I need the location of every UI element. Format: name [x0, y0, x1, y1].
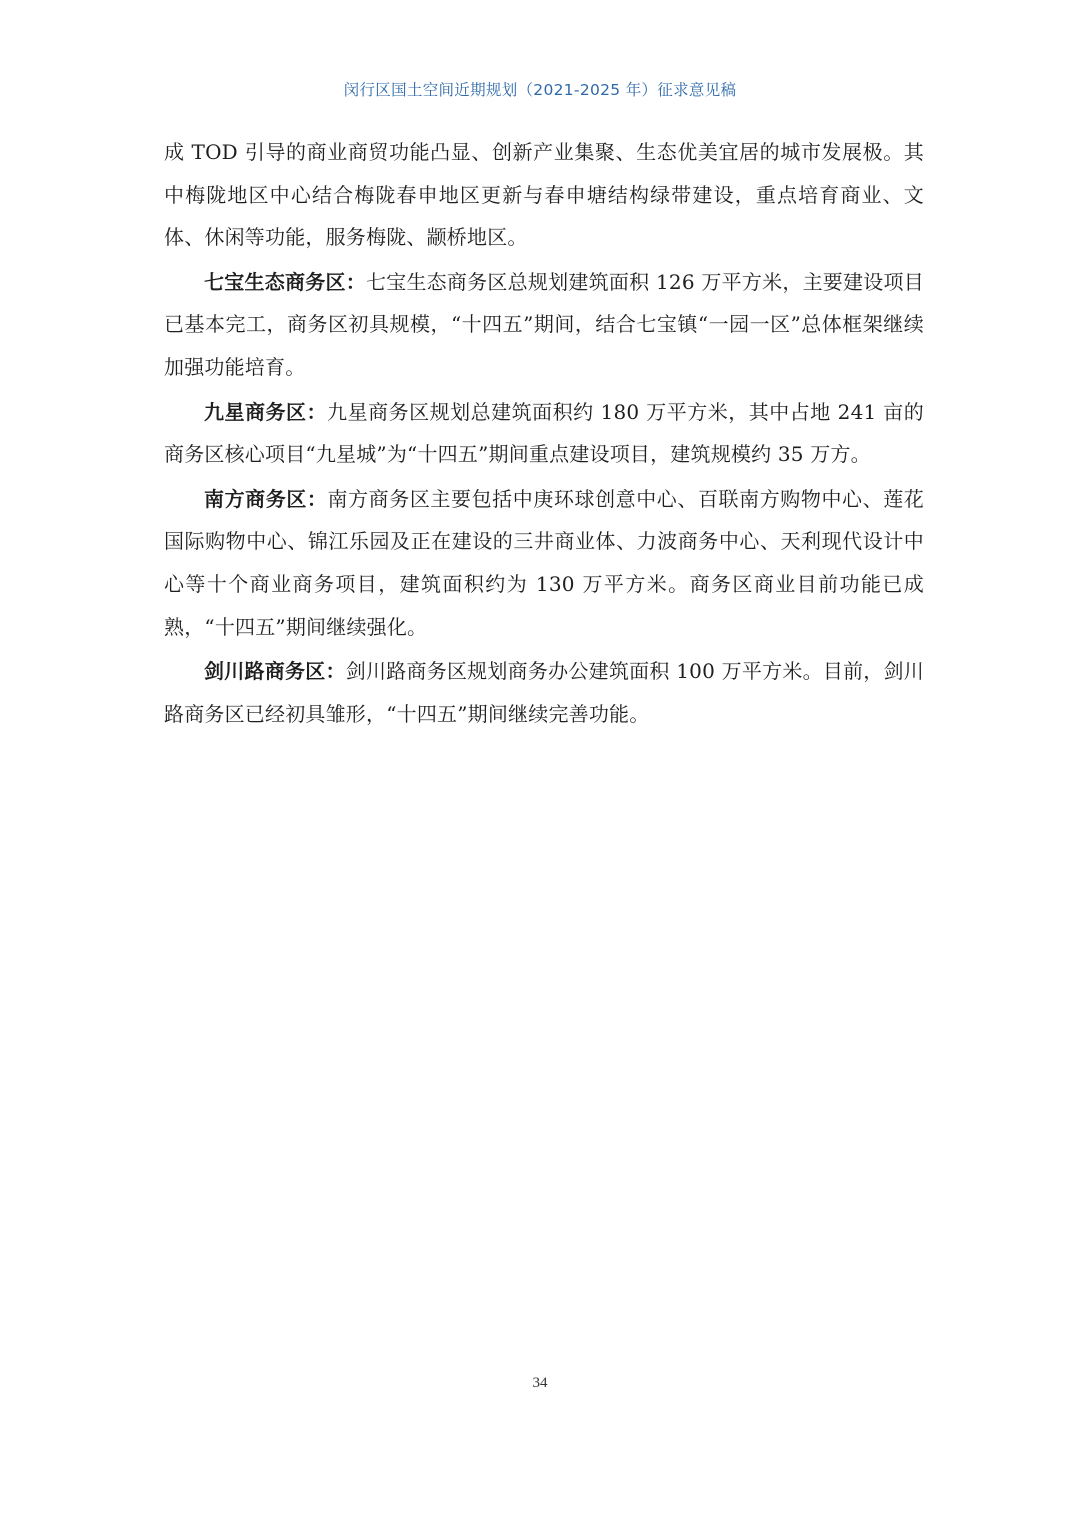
- paragraph-text: 七宝生态商务区总规划建筑面积 126 万平方米，主要建设项目已基本完工，商务区初具规模，“十四五”期间，结合七宝镇“一园一区”总体框架继续加强功能培育。: [164, 269, 924, 379]
- document-body: [164, 131, 924, 737]
- page-number: 34: [532, 1375, 548, 1391]
- paragraph-meilong: [164, 131, 924, 259]
- paragraph-text: 南方商务区主要包括中庚环球创意中心、百联南方购物中心、莲花国际购物中心、锦江乐园及正在建设的三井商业体、力波商务中心、天利现代设计中心等十个商业商务项目，建筑面积约为 130 万平方米。商务区商业目前功能已成熟，“十四五”期间继续强化。: [164, 486, 924, 639]
- paragraph-lead: 南方商务区：: [204, 486, 328, 511]
- paragraph-lead: 七宝生态商务区：: [204, 269, 366, 294]
- document-title: 闵行区国土空间近期规划（2021-2025 年）征求意见稿: [343, 81, 737, 99]
- paragraph-qibao: [164, 261, 924, 389]
- paragraph-nanfang: [164, 478, 924, 648]
- paragraph-text: 剑川路商务区规划商务办公建筑面积 100 万平方米。目前，剑川路商务区已经初具雏形，“十四五”期间继续完善功能。: [164, 659, 924, 726]
- paragraph-jiuxing: [164, 391, 924, 476]
- paragraph-jianchuanlu: [164, 650, 924, 735]
- paragraph-lead: 剑川路商务区：: [204, 659, 346, 684]
- page-header: [0, 78, 1080, 100]
- paragraph-text: 九星商务区规划总建筑面积约 180 万平方米，其中占地 241 亩的商务区核心项目“九星城”为“十四五”期间重点建设项目，建筑规模约 35 万方。: [164, 399, 925, 467]
- paragraph-text: 成 TOD 引导的商业商贸功能凸显、创新产业集聚、生态优美宜居的城市发展极。其中梅陇地区中心结合梅陇春申地区更新与春申塘结构绿带建设，重点培育商业、文体、休闲等功能，服务梅陇、颛桥地区。: [164, 140, 924, 250]
- paragraph-lead: 九星商务区：: [204, 399, 328, 424]
